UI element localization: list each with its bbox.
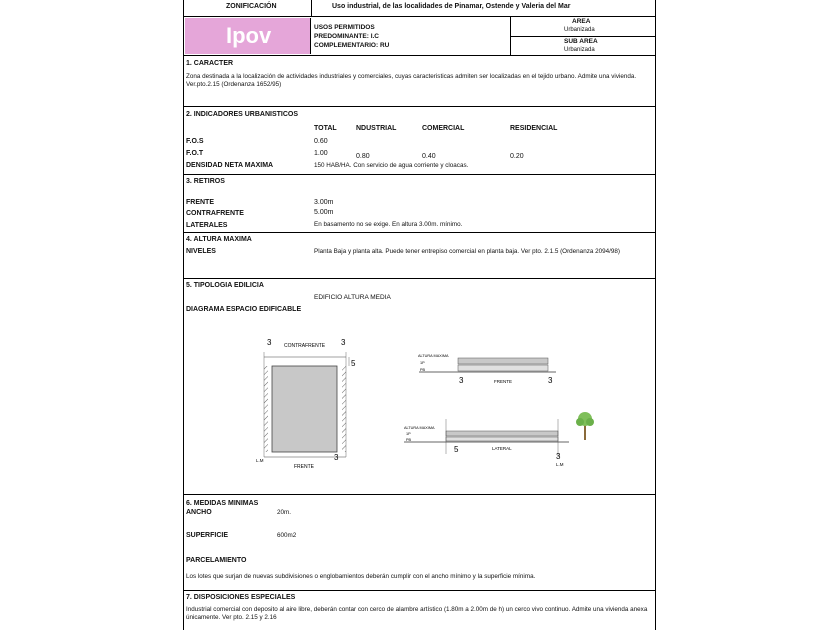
plan-lm-label: L.M [256, 458, 264, 463]
zone-title: Uso industrial, de las localidades de Pinamar, Ostende y Valeria del Mar [332, 3, 571, 10]
parcelamiento-label: PARCELAMIENTO [186, 557, 247, 564]
frente-value: 3.00m [314, 199, 334, 206]
plan-dim-3-right: 3 [341, 338, 346, 347]
lateral-dim-3: 3 [556, 452, 561, 461]
laterales-label: LATERALES [186, 222, 228, 229]
fos-label: F.O.S [186, 138, 204, 145]
zonificacion-label: ZONIFICACIÓN [226, 3, 277, 10]
caracter-title: 1. CARACTER [186, 60, 234, 67]
caracter-section [184, 56, 655, 107]
frente-label: FRENTE [186, 199, 214, 206]
niveles-label: NIVELES [186, 248, 216, 255]
front-dim-3-right: 3 [548, 376, 553, 385]
lateral-altura-label: ALTURA MAXIMA [404, 426, 435, 430]
lateral-label: LATERAL [492, 446, 512, 451]
caracter-text: Zona destinada a la localización de actividades industriales y comerciales, cuyas caracteristicas admiten ser localizadas en el tejido urbano. Admite una vivienda. Ver.pto.2.15 (Ordenanza 1652/95) [186, 73, 637, 88]
fot-label: F.O.T [186, 150, 204, 157]
superficie-value: 600m2 [277, 532, 297, 539]
fot-residencial: 0.20 [510, 153, 524, 160]
front-elevation [418, 354, 556, 385]
densidad-value: 150 HAB/HA. Con servicio de agua corriente y cloacas. [314, 162, 469, 169]
col-comercial: COMERCIAL [422, 125, 465, 132]
fot-total: 1.00 [314, 150, 328, 157]
complementario: COMPLEMENTARIO: RU [314, 42, 390, 49]
disposiciones-text: Industrial comercial con deposito al aire libre, deberán contar con cerco de alambre artístico (1.80m a 2.00m de h) un cerco vivo continuo. Admite una vivienda anexa únicamente. Ver pto. 2.15 y 2.16 [186, 606, 648, 621]
zone-info-row [184, 17, 655, 56]
lateral-dim-5: 5 [454, 445, 459, 454]
front-pb-label: PB [420, 368, 426, 372]
col-residencial: RESIDENCIAL [510, 125, 558, 132]
contrafrente-value: 5.00m [314, 209, 334, 216]
medidas-section [184, 495, 655, 591]
contrafrente-label: CONTRAFRENTE [186, 210, 244, 217]
niveles-value: Planta Baja y planta alta. Puede tener entrepiso comercial en planta baja. Ver pto. 2.1.5 (Ordenanza 2094/98) [314, 248, 620, 255]
tipologia-section [184, 279, 655, 495]
lateral-elevation [404, 412, 594, 467]
col-industrial: NDUSTRIAL [356, 125, 397, 132]
col-total: TOTAL [314, 125, 337, 132]
retiros-section [184, 175, 655, 233]
ancho-label: ANCHO [186, 509, 212, 516]
altura-section [184, 233, 655, 279]
header-row [184, 0, 655, 17]
indicadores-section [184, 107, 655, 175]
diagrama-label: DIAGRAMA ESPACIO EDIFICABLE [186, 306, 302, 313]
plan-contrafrente-label: CONTRAFRENTE [284, 343, 326, 349]
front-frente-label: FRENTE [494, 379, 512, 384]
indicadores-title: 2. INDICADORES URBANISTICOS [186, 111, 299, 118]
predominante: PREDOMINANTE: I.C [314, 33, 379, 40]
lateral-pb-label: PB [406, 438, 412, 442]
plan-view [256, 338, 356, 470]
plan-dim-3-bottom: 3 [334, 453, 339, 462]
tipologia-title: 5. TIPOLOGIA EDILICIA [186, 282, 264, 289]
medidas-title: 6. MEDIDAS MINIMAS [186, 500, 259, 507]
front-altura-label: ALTURA MAXIMA [418, 354, 449, 358]
buildable-space-diagram [184, 279, 655, 494]
disposiciones-title: 7. DISPOSICIONES ESPECIALES [186, 594, 296, 601]
retiros-title: 3. RETIROS [186, 178, 225, 185]
disposiciones-section [184, 591, 655, 630]
plan-frente-label: FRENTE [294, 464, 314, 470]
zone-code: Ipov [226, 23, 272, 48]
tipologia-value: EDIFICIO ALTURA MEDIA [314, 294, 391, 301]
area-label: AREA [572, 18, 591, 25]
laterales-value: En basamento no se exige. En altura 3.00m. mínimo. [314, 221, 463, 228]
fos-total: 0.60 [314, 138, 328, 145]
parcelamiento-text: Los lotes que surjan de nuevas subdivisiones o englobamientos deberán cumplir con el ancho mínimo y la superficie mínima. [186, 573, 536, 580]
usos-label: USOS PERMITIDOS [314, 24, 375, 31]
zoning-sheet [183, 0, 656, 630]
lateral-1p-label: 1P [406, 432, 411, 436]
front-1p-label: 1P [420, 361, 425, 365]
plan-dim-3-left: 3 [267, 338, 272, 347]
fot-industrial: 0.80 [356, 153, 370, 160]
ancho-value: 20m. [277, 509, 291, 516]
plan-dim-5: 5 [351, 359, 356, 368]
altura-title: 4. ALTURA MAXIMA [186, 236, 252, 243]
densidad-label: DENSIDAD NETA MAXIMA [186, 162, 274, 169]
area-value: Urbanizada [564, 27, 595, 33]
subarea-value: Urbanizada [564, 47, 595, 53]
front-dim-3-left: 3 [459, 376, 464, 385]
tree-icon [576, 412, 594, 440]
subarea-label: SUB AREA [564, 38, 598, 45]
lateral-lm-label: L.M [556, 462, 564, 467]
superficie-label: SUPERFICIE [186, 532, 229, 539]
fot-comercial: 0.40 [422, 153, 436, 160]
